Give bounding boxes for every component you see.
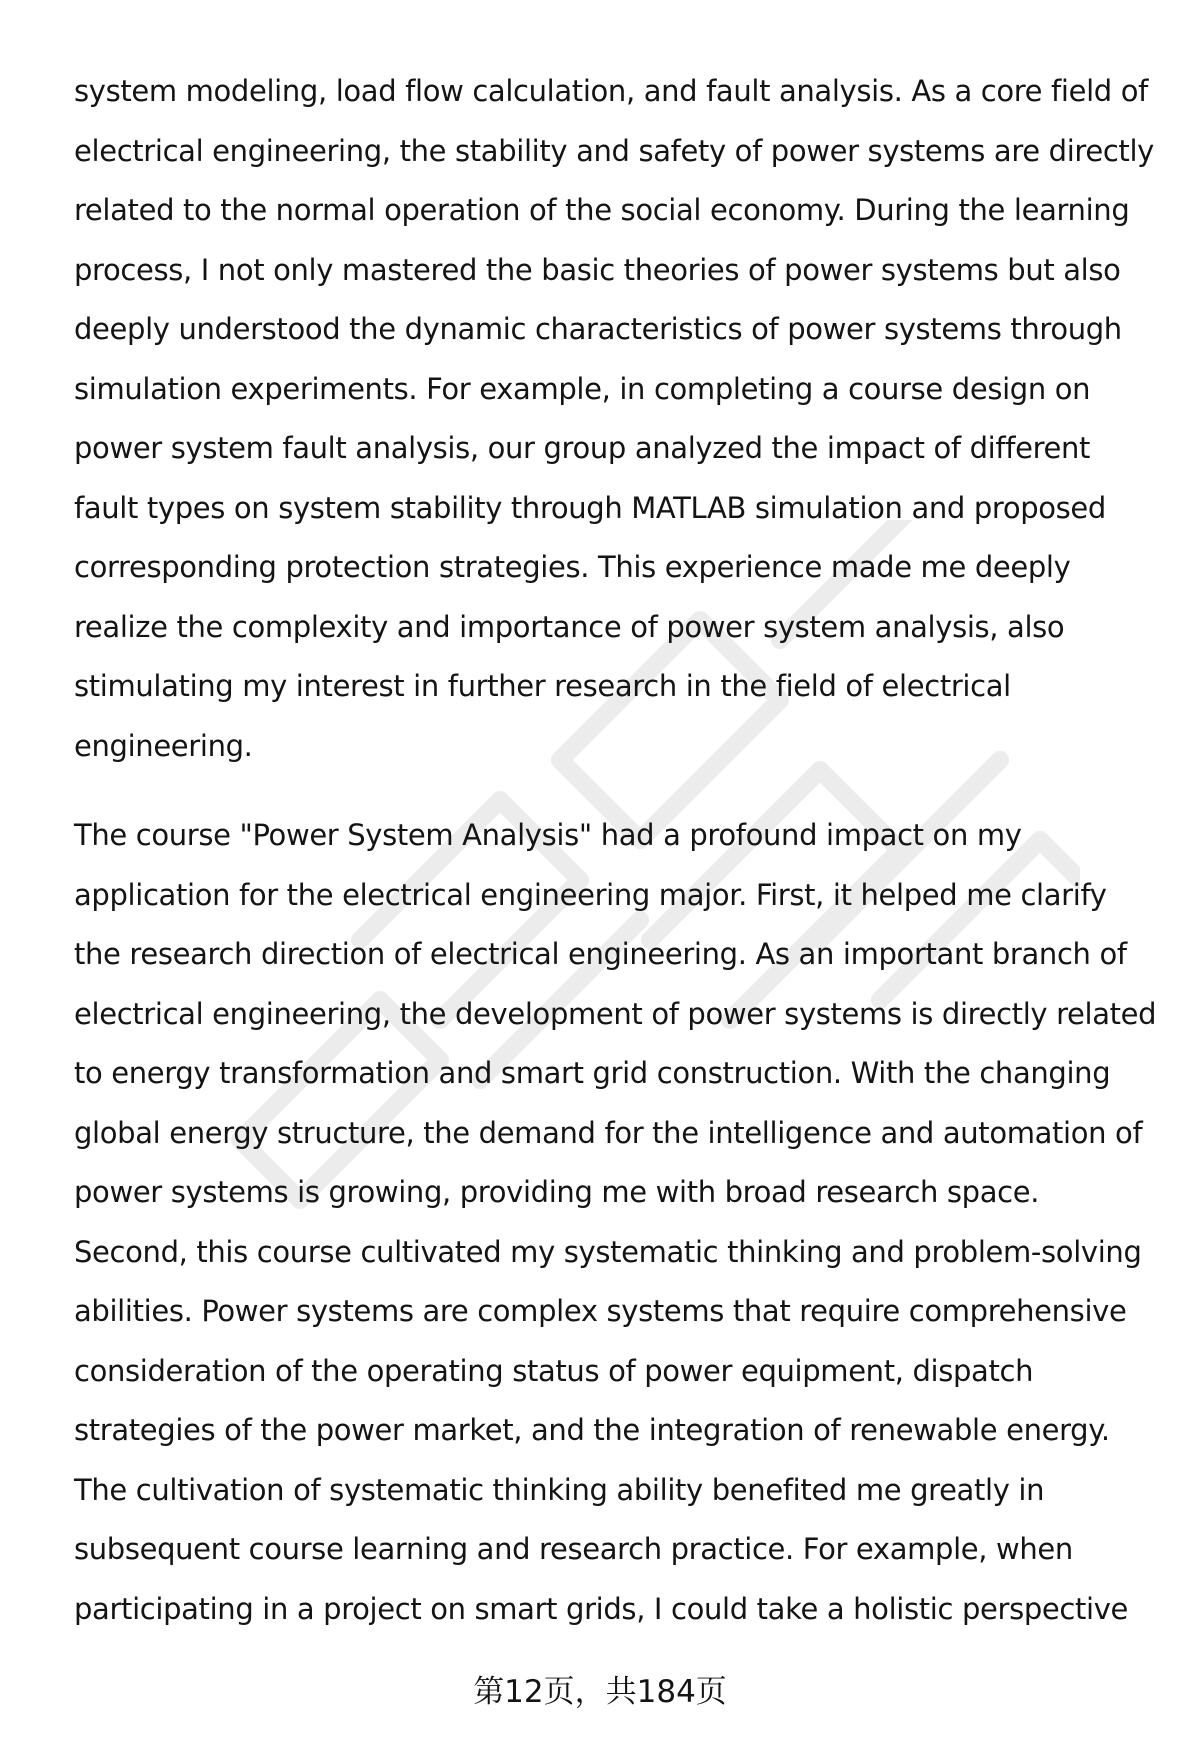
- text-line: power system fault analysis, our group analyzed the impact of different: [74, 431, 1091, 465]
- text-line: subsequent course learning and research practice. For example, when: [74, 1532, 1073, 1566]
- page-number: 第12页，共184页: [473, 1674, 727, 1710]
- text-line: application for the electrical engineering major. First, it helped me clarify: [74, 877, 1107, 912]
- text-line: consideration of the operating status of power equipment, dispatch: [74, 1353, 1034, 1388]
- text-line: electrical engineering, the development of power systems is directly related: [74, 996, 1157, 1031]
- text-line: strategies of the power market, and the integration of renewable energy.: [74, 1413, 1110, 1447]
- text-line: related to the normal operation of the social economy. During the learning: [74, 193, 1130, 227]
- text-line: participating in a project on smart grids, I could take a holistic perspective: [74, 1591, 1128, 1626]
- text-line: The course "Power System Analysis" had a profound impact on my: [74, 818, 1022, 852]
- text-line: process, I not only mastered the basic theories of power systems but also: [74, 252, 1121, 287]
- paragraph-1: [74, 62, 1154, 776]
- text-line: Second, this course cultivated my systematic thinking and problem-solving: [74, 1234, 1142, 1269]
- text-line: fault types on system stability through MATLAB simulation and proposed: [74, 490, 1106, 525]
- text-line: corresponding protection strategies. This experience made me deeply: [74, 550, 1071, 584]
- paragraph-2: [74, 806, 1157, 1639]
- text-line: engineering.: [74, 728, 253, 763]
- text-line: stimulating my interest in further research in the field of electrical: [74, 669, 1011, 703]
- text-line: global energy structure, the demand for the intelligence and automation of: [74, 1115, 1143, 1150]
- document-body: [74, 62, 1157, 1639]
- text-line: The cultivation of systematic thinking ability benefited me greatly in: [74, 1472, 1045, 1507]
- text-line: simulation experiments. For example, in completing a course design on: [74, 371, 1091, 406]
- text-line: the research direction of electrical engineering. As an important branch of: [74, 937, 1127, 971]
- text-line: electrical engineering, the stability and safety of power systems are directly: [74, 133, 1154, 168]
- text-line: realize the complexity and importance of power system analysis, also: [74, 609, 1065, 644]
- paragraph-spacer: [74, 776, 1144, 806]
- text-line: abilities. Power systems are complex systems that require comprehensive: [74, 1294, 1127, 1328]
- text-line: to energy transformation and smart grid construction. With the changing: [74, 1056, 1111, 1090]
- text-line: system modeling, load flow calculation, and fault analysis. As a core field of: [74, 74, 1148, 108]
- text-line: power systems is growing, providing me with broad research space.: [74, 1175, 1040, 1209]
- text-line: deeply understood the dynamic characteristics of power systems through: [74, 312, 1122, 346]
